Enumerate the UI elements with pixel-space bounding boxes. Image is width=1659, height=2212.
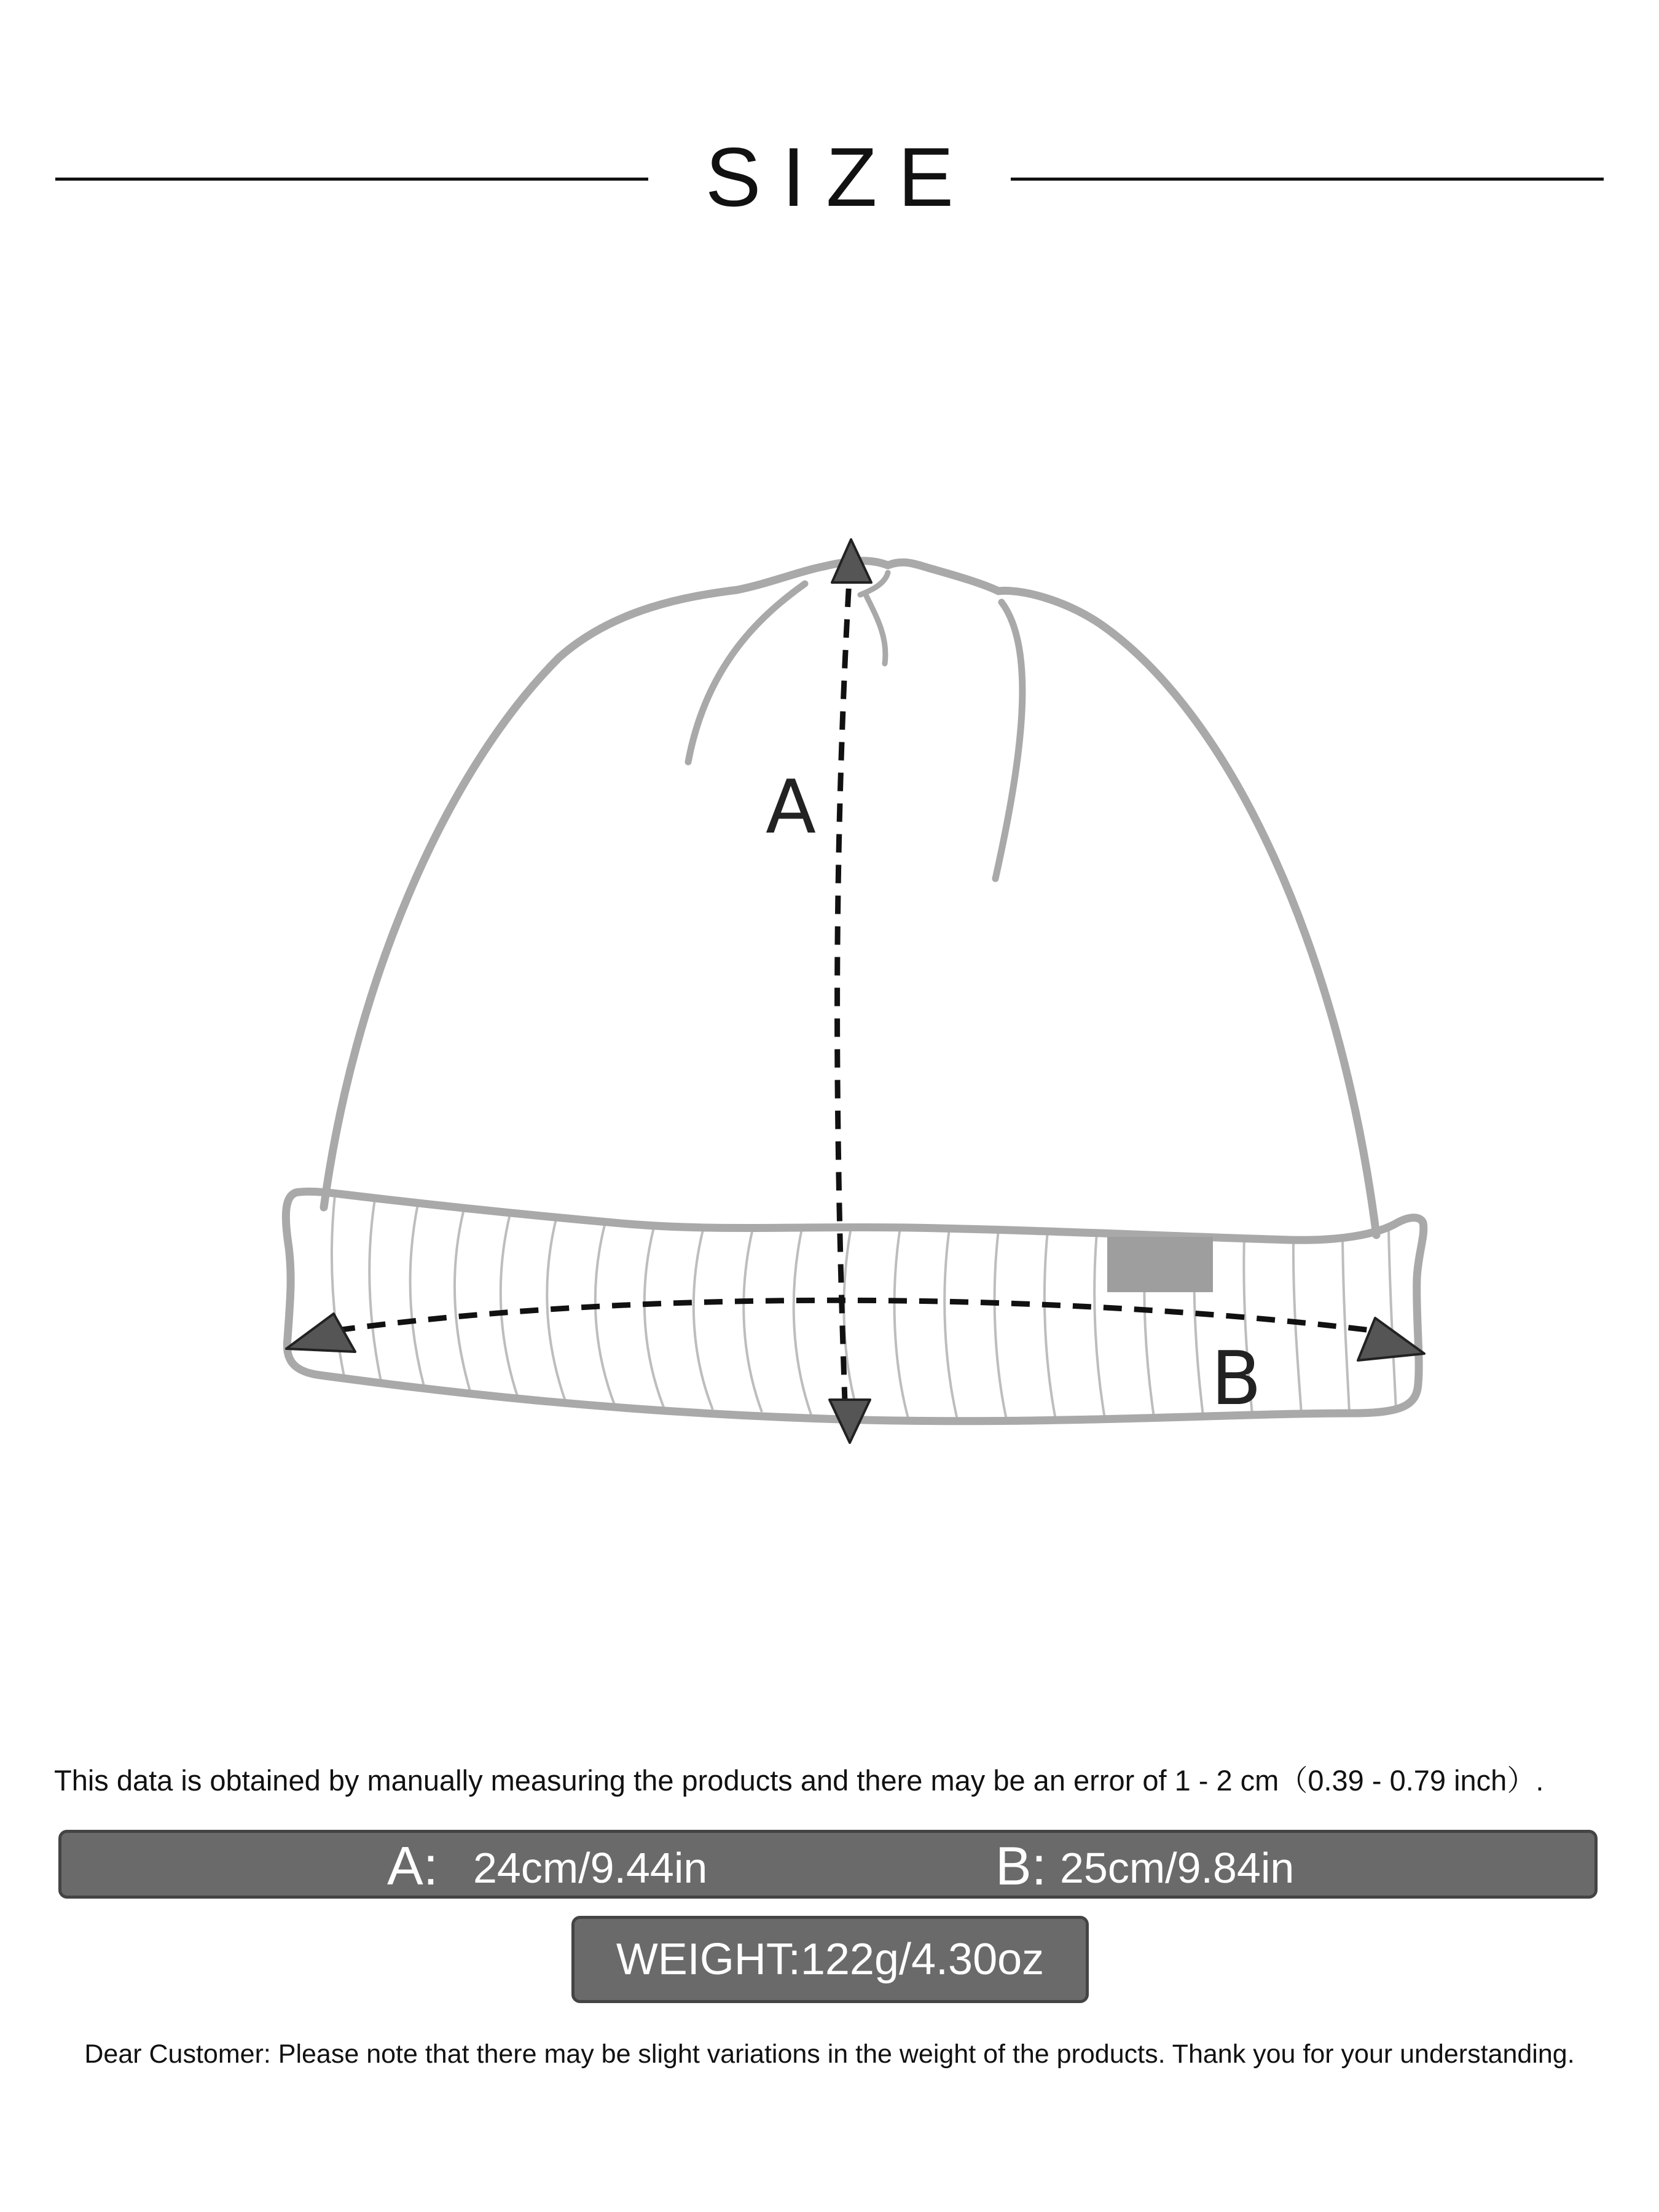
- label-b: B: [1210, 1336, 1262, 1422]
- title-section: [0, 111, 1659, 258]
- measure-b-value: 25cm/9.84in: [1060, 1844, 1295, 1892]
- measure-a-value: 24cm/9.44in: [473, 1844, 708, 1892]
- measurement-disclaimer: This data is obtained by manually measuring the products and there may be an error of 1 - 2 cm（0.39 - 0.79 inch）.: [54, 1764, 1544, 1797]
- crown-fold-center: [860, 573, 888, 664]
- crown-fold-right: [995, 602, 1022, 879]
- title-rule-right: [1011, 178, 1604, 181]
- beanie-size-diagram: [0, 504, 1659, 1610]
- measure-line-a: [837, 558, 850, 1401]
- crown-fold-left: [688, 584, 805, 762]
- beanie-crown-outline: [324, 561, 1376, 1235]
- label-a: A: [765, 765, 817, 850]
- arrowhead-b-left: [286, 1314, 355, 1352]
- page-title: SIZE: [705, 130, 975, 224]
- weight-badge: WEIGHT:122g/4.30oz: [571, 1916, 1089, 2003]
- measure-line-b: [337, 1300, 1386, 1332]
- title-rule-left: [55, 178, 648, 181]
- cuff-label-tag: [1107, 1237, 1213, 1292]
- measurements-bar: [58, 1830, 1598, 1899]
- customer-note: Dear Customer: Please note that there may be slight variations in the weight of the products. Thank you for your understanding.: [84, 2039, 1575, 2069]
- measure-b-label: B:: [995, 1835, 1047, 1896]
- measure-a-label: A:: [387, 1835, 439, 1896]
